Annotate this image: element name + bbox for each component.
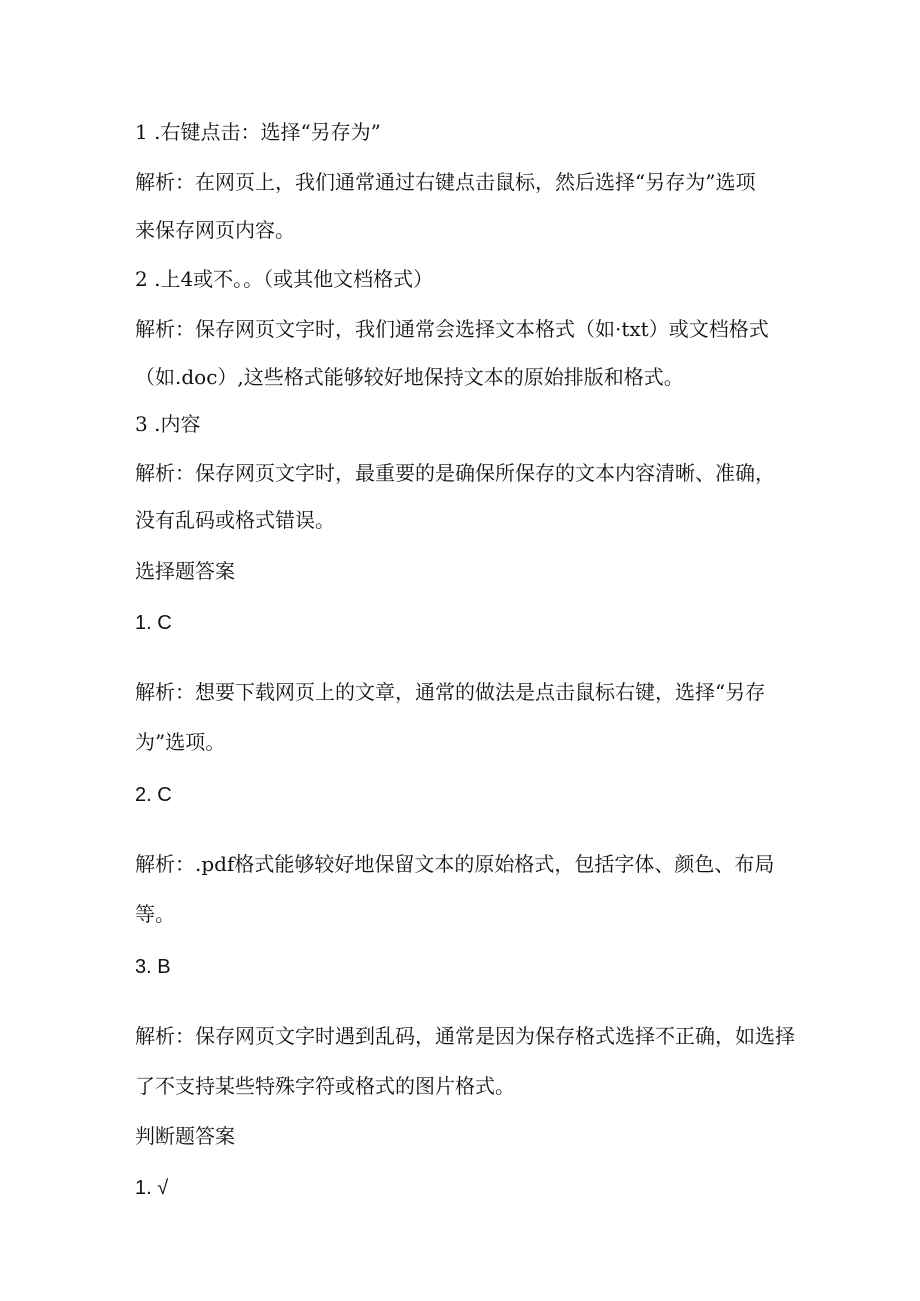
section-heading-judgment: 判断题答案 [135, 1124, 235, 1148]
explanation-line: 解析：保存网页文字时遇到乱码，通常是因为保存格式选择不正确，如选择 [135, 1024, 795, 1048]
choice-answer-2: 2. C [135, 784, 172, 806]
explanation-line: 没有乱码或格式错误。 [135, 508, 335, 532]
choice-answer-1: 1. C [135, 612, 172, 634]
fill-answer-2: 2 .上4或不。。（或其他文档格式） [135, 267, 434, 291]
fill-answer-1: 1 .右键点击：选择“另存为” [135, 120, 381, 144]
choice-answer-3: 3. B [135, 956, 171, 978]
section-heading-choice: 选择题答案 [135, 559, 235, 583]
explanation-line: 来保存网页内容。 [135, 218, 295, 242]
explanation-line: 为”选项。 [135, 730, 226, 754]
explanation-line: 解析：在网页上，我们通常通过右键点击鼠标，然后选择“另存为”选项 [135, 170, 756, 194]
explanation-line: 了不支持某些特殊字符或格式的图片格式。 [135, 1074, 515, 1098]
explanation-line: （如.doc）,这些格式能够较好地保持文本的原始排版和格式。 [135, 365, 684, 389]
explanation-line: 解析：想要下载网页上的文章，通常的做法是点击鼠标右键，选择“另存 [135, 680, 766, 704]
explanation-line: 解析：保存网页文字时，我们通常会选择文本格式（如·txt）或文档格式 [135, 317, 769, 341]
explanation-line: 等。 [135, 902, 175, 926]
explanation-line: 解析：.pdf格式能够较好地保留文本的原始格式，包括字体、颜色、布局 [135, 852, 775, 876]
fill-answer-3: 3 .内容 [135, 412, 201, 436]
explanation-line: 解析：保存网页文字时，最重要的是确保所保存的文本内容清晰、准确， [135, 461, 775, 485]
judgment-answer-1: 1. √ [135, 1177, 169, 1199]
